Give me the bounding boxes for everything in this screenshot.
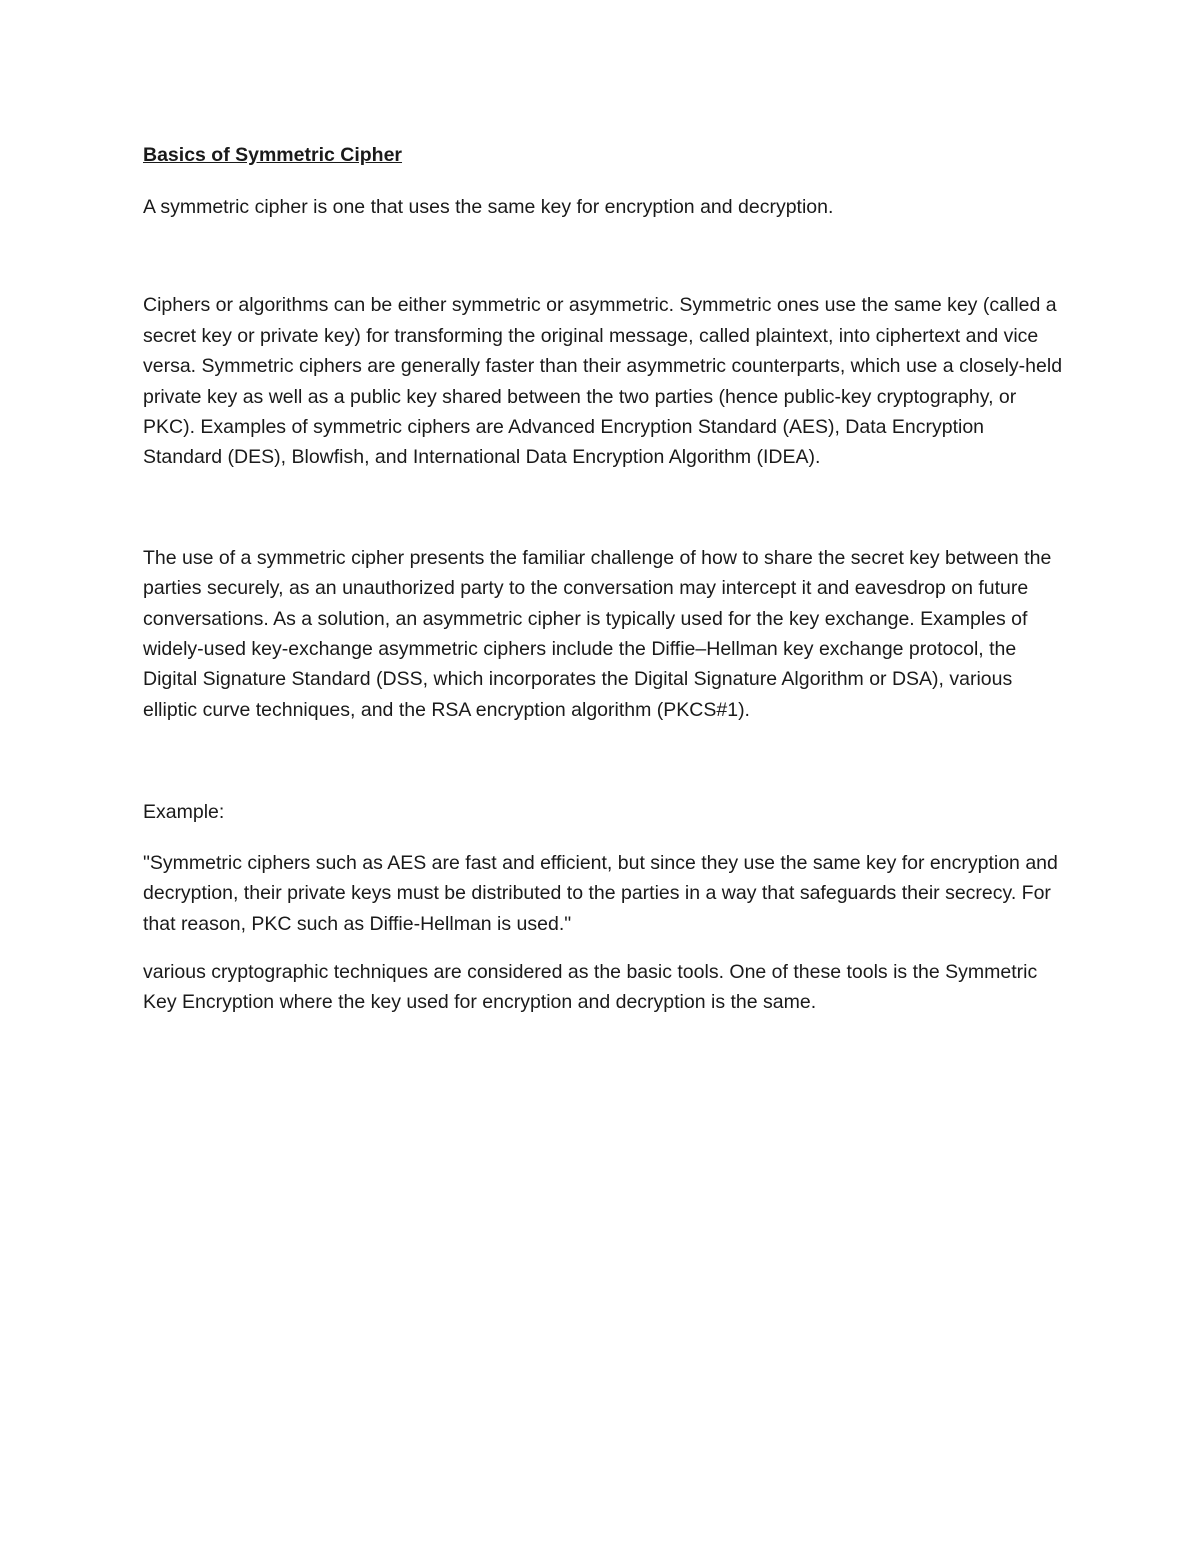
document-body bbox=[143, 140, 1063, 1018]
example-label: Example: bbox=[143, 801, 225, 824]
closing-paragraph: various cryptographic techniques are considered as the basic tools. One of these tools is the Symmetric Key Encryption where the key used for encryption and decryption is the same. bbox=[143, 960, 1038, 1014]
key-exchange-paragraph: The use of a symmetric cipher presents the familiar challenge of how to share the secret key between the parties securely, as an unauthorized party to the conversation may intercept it and eavesdrop on future conversations. As a solution, an asymmetric cipher is typically used for the key exchange. Examples of widely-used key-exchange asymmetric ciphers include the Diffie–Hellman key exchange protocol, the Digital Signature Standard (DSS, which incorporates the Digital Signature Algorithm or DSA), various elliptic curve techniques, and the RSA encryption algorithm (PKCS#1). bbox=[143, 546, 1052, 721]
document-title: Basics of Symmetric Cipher bbox=[143, 144, 403, 166]
intro-paragraph: A symmetric cipher is one that uses the same key for encryption and decryption. bbox=[143, 196, 834, 218]
example-quote: "Symmetric ciphers such as AES are fast and efficient, but since they use the same key for encryption and decryption, their private keys must be distributed to the parties in a way that safeguards their secrecy. For that reason, PKC such as Diffie-Hellman is used." bbox=[143, 851, 1058, 935]
ciphers-paragraph: Ciphers or algorithms can be either symmetric or asymmetric. Symmetric ones use the same key (called a secret key or private key) for transforming the original message, called plaintext, into ciphertext and vice versa. Symmetric ciphers are generally faster than their asymmetric counterparts, which use a closely-held private key as well as a public key shared between the two parties (hence public-key cryptography, or PKC). Examples of symmetric ciphers are Advanced Encryption Standard (AES), Data Encryption Standard (DES), Blowfish, and International Data Encryption Algorithm (IDEA). bbox=[143, 294, 1063, 469]
